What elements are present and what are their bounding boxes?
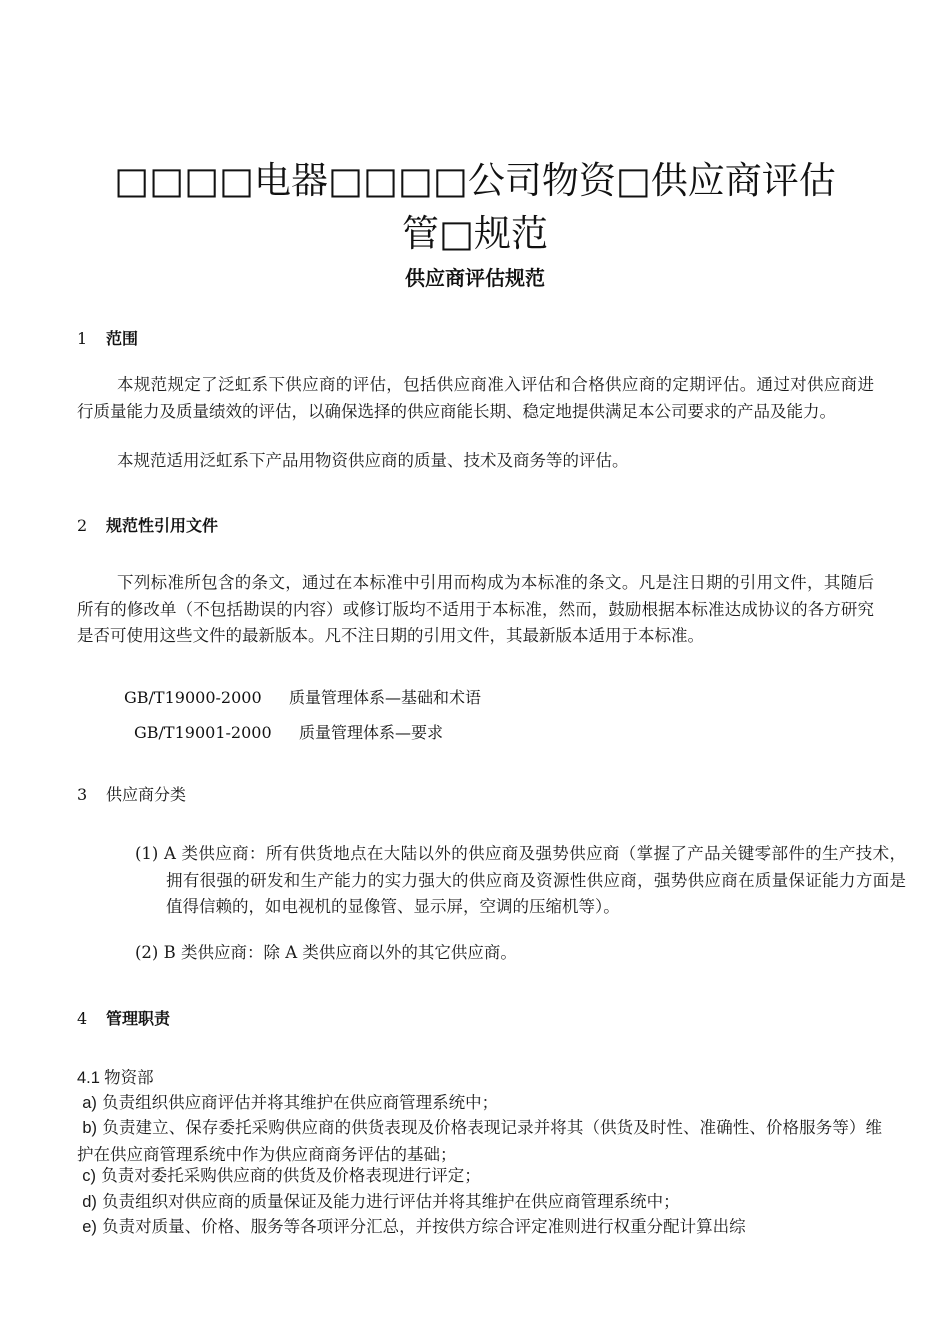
section-1-heading (77, 326, 138, 349)
section-number: 3 (77, 785, 88, 804)
item-text: 负责对质量、价格、服务等各项评分汇总，并按供方综合评定准则进行权重分配计算出综 (102, 1217, 746, 1236)
item-label: d) (82, 1193, 97, 1211)
document-subtitle: 供应商评估规范 (405, 266, 545, 290)
document-title-line1: □□□□电器□□□□公司物资□供应商评估 (114, 159, 836, 202)
item-label: b) (82, 1119, 98, 1137)
section-title: 管理职责 (106, 1009, 171, 1028)
item-text: 负责组织对供应商的质量保证及能力进行评估并将其维护在供应商管理系统中； (102, 1192, 680, 1211)
subsection-4-1-heading (77, 1065, 154, 1092)
responsibility-c (77, 1163, 882, 1190)
responsibility-b (77, 1115, 882, 1168)
reference-title: 质量管理体系—要求 (299, 723, 444, 742)
section-2-paragraph: 下列标准所包含的条文，通过在本标准中引用而构成为本标准的条文。凡是注日期的引用文件，其随后所有的修改单（不包括勘误的内容）或修订版均不适用于本标准，然而，鼓励根据本标准达成协议的各方研究是否可使用这些文件的最新版本。凡不注日期的引用文件，其最新版本适用于本标准。 (77, 573, 874, 645)
section-title: 范围 (106, 329, 139, 348)
section-2-heading (77, 513, 218, 536)
supplier-class-a: (1) A 类供应商：所有供货地点在大陆以外的供应商及强势供应商（掌握了产品关键零部件的生产技术，拥有很强的研发和生产能力的实力强大的供应商及资源性供应商，强势供应商在质量保证能力方面是值得信赖的，如电视机的显像管、显示屏，空调的压缩机等）。 (135, 844, 906, 916)
section-title: 供应商分类 (106, 785, 187, 804)
section-number: 1 (77, 329, 88, 348)
section-4-heading (77, 1006, 170, 1029)
supplier-class-b: (2) B 类供应商：除 A 类供应商以外的其它供应商。 (135, 943, 517, 962)
item-text: 负责对委托采购供应商的供货及价格表现进行评定； (101, 1166, 481, 1185)
item-label: c) (82, 1167, 96, 1185)
subsection-title: 物资部 (104, 1068, 154, 1087)
section-1-paragraph-2: 本规范适用泛虹系下产品用物资供应商的质量、技术及商务等的评估。 (117, 451, 629, 470)
reference-1 (124, 685, 481, 708)
section-number: 2 (77, 516, 88, 535)
document-title-line2: 管□规范 (402, 212, 548, 255)
subsection-number: 4.1 (77, 1069, 100, 1087)
item-text: 负责组织供应商评估并将其维护在供应商管理系统中； (102, 1093, 499, 1112)
responsibility-e (77, 1214, 882, 1241)
item-label: e) (82, 1218, 97, 1236)
responsibility-d (77, 1189, 882, 1216)
item-text: 负责建立、保存委托采购供应商的供货表现及价格表现记录并将其（供货及时性、准确性、价格服务等）维护在供应商管理系统中作为供应商商务评估的基础； (77, 1118, 883, 1164)
responsibility-a (77, 1090, 882, 1117)
section-1-paragraph-1: 本规范规定了泛虹系下供应商的评估，包括供应商准入评估和合格供应商的定期评估。通过对供应商进行质量能力及质量绩效的评估，以确保选择的供应商能长期、稳定地提供满足本公司要求的产品及能力。 (77, 375, 874, 421)
reference-2 (134, 720, 443, 743)
section-title: 规范性引用文件 (106, 516, 219, 535)
item-label: a) (82, 1094, 97, 1112)
section-3-heading (77, 782, 186, 805)
reference-code: GB/T19001-2000 (134, 723, 272, 742)
section-number: 4 (77, 1009, 88, 1028)
reference-title: 质量管理体系—基础和术语 (289, 688, 482, 707)
reference-code: GB/T19000-2000 (124, 688, 262, 707)
